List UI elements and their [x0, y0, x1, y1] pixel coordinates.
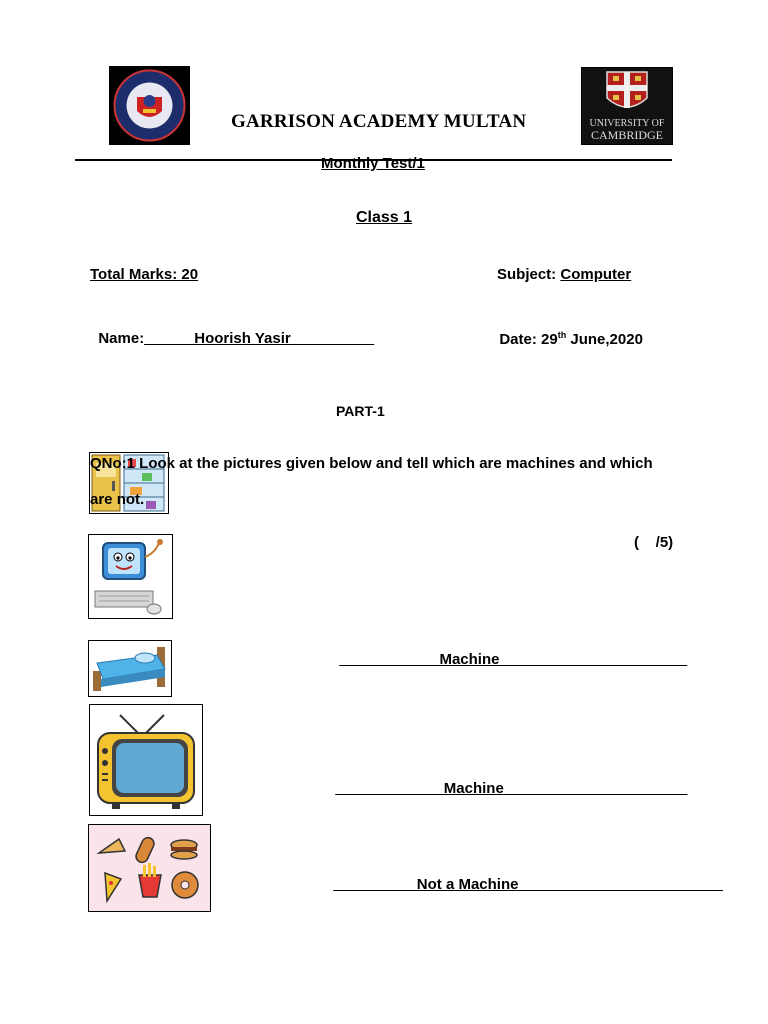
subject-label: Subject:	[497, 266, 557, 283]
question-line-1: QNo:1 Look at the pictures given below and tell which are machines and which	[90, 455, 653, 472]
answer-line-3	[325, 859, 723, 893]
computer-icon	[89, 535, 172, 618]
cambridge-logo-text-2: CAMBRIDGE	[590, 128, 663, 142]
date-rest: June,2020	[566, 331, 643, 348]
cambridge-logo-text-1: UNIVERSITY OF	[589, 118, 665, 129]
answer-line-2	[327, 763, 687, 797]
question-text	[90, 446, 690, 518]
name-blank-before: ______	[144, 330, 195, 347]
answer-3-blank-after: ________________________	[518, 876, 723, 893]
total-marks: Total Marks: 20	[90, 266, 199, 283]
answer-3-text: Not a Machine	[416, 876, 519, 893]
answer-1-blank-after: ______________________	[499, 651, 688, 668]
test-title: Monthly Test/1	[321, 155, 425, 172]
test-date	[491, 313, 643, 348]
television-icon	[90, 705, 202, 815]
name-label: Name:	[98, 330, 145, 347]
subject-value: Computer	[560, 266, 632, 283]
date-superscript: th	[557, 330, 567, 340]
question-line-2: are not.	[90, 491, 145, 508]
cambridge-logo	[581, 67, 673, 145]
answer-1-text: Machine	[439, 651, 500, 668]
garrison-academy-logo	[109, 66, 190, 145]
date-text: Date: 29	[499, 331, 558, 348]
food-icon	[89, 825, 210, 911]
television-picture	[89, 704, 203, 816]
answer-1-blank-before: ____________	[339, 651, 440, 668]
answer-line-1	[331, 634, 687, 668]
student-name-line	[90, 313, 374, 347]
answer-2-blank-after: ______________________	[503, 780, 688, 797]
answer-2-blank-before: _____________	[335, 780, 444, 797]
subject	[497, 266, 631, 283]
food-picture	[88, 824, 211, 912]
bed-picture	[88, 640, 172, 697]
class-label: Class 1	[356, 209, 413, 226]
answer-2-text: Machine	[443, 780, 504, 797]
computer-picture	[88, 534, 173, 619]
name-blank-after: __________	[290, 330, 375, 347]
bed-icon	[89, 641, 171, 696]
answer-3-blank-before: __________	[333, 876, 417, 893]
school-name: GARRISON ACADEMY MULTAN	[231, 111, 527, 132]
part-label: PART-1	[336, 403, 385, 419]
student-name: Hoorish Yasir	[194, 330, 291, 347]
question-marks: ( /5)	[634, 534, 674, 551]
